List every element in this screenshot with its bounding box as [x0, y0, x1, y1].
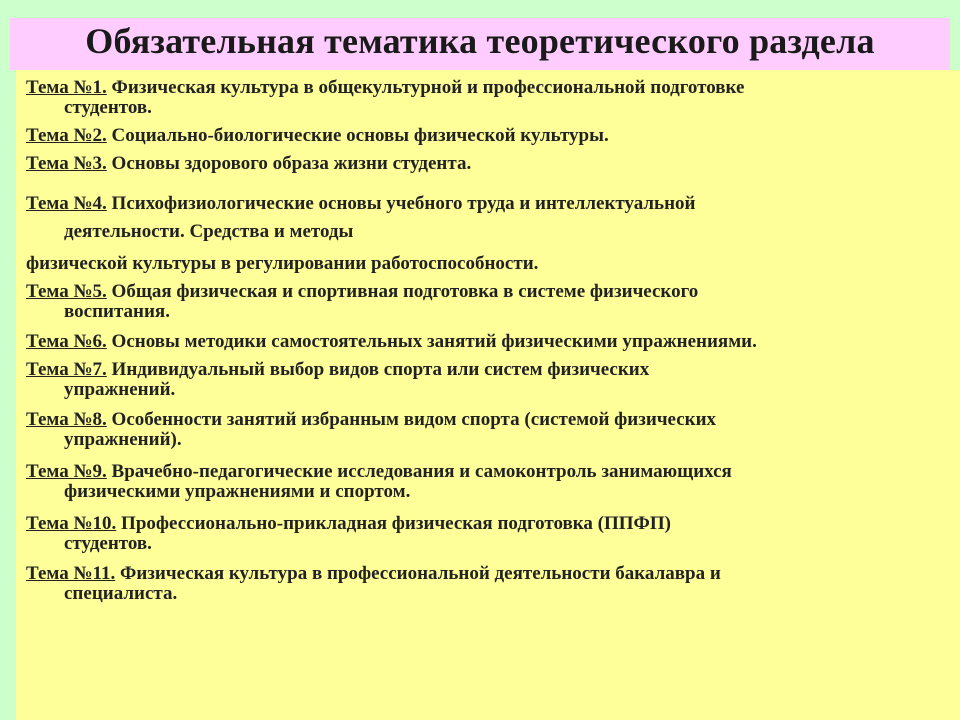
topic-label: Тема №1.: [26, 77, 107, 98]
topic-text-continued: студентов.: [64, 533, 152, 554]
topic-text-continued: упражнений.: [64, 379, 176, 400]
topic-item: [26, 254, 956, 274]
topic-label: Тема №7.: [26, 359, 107, 380]
topic-text: Профессионально-прикладная физическая подготовка (ППФП): [121, 513, 671, 534]
topic-text: Физическая культура в профессиональной деятельности бакалавра и: [120, 563, 721, 584]
topic-text: Психофизиологические основы учебного труда и интеллектуальной: [111, 193, 696, 214]
page-title: Обязательная тематика теоретического раздела: [85, 21, 875, 61]
topic-item: [26, 126, 956, 146]
topic-item: [26, 410, 956, 450]
topic-item: [26, 462, 956, 502]
topic-text-continued: воспитания.: [64, 301, 170, 322]
topic-text: Основы методики самостоятельных занятий физическими упражнениями.: [111, 331, 757, 352]
topic-text: Общая физическая и спортивная подготовка в системе физического: [111, 281, 699, 302]
topic-label: Тема №10.: [26, 513, 117, 534]
topic-label: Тема №11.: [26, 563, 116, 584]
content-panel: [16, 70, 960, 720]
topic-item: [26, 190, 956, 246]
topic-item: [26, 564, 956, 604]
topic-label: Тема №9.: [26, 461, 107, 482]
topic-text-continued: физическими упражнениями и спортом.: [64, 481, 411, 502]
topic-label: Тема №2.: [26, 125, 107, 146]
topic-item: [26, 514, 956, 554]
topic-text: Основы здорового образа жизни студента.: [111, 153, 472, 174]
topic-item: [26, 78, 956, 118]
topic-text: Врачебно-педагогические исследования и самоконтроль занимающихся: [111, 461, 732, 482]
topic-label: Тема №3.: [26, 153, 107, 174]
topic-item: [26, 332, 956, 352]
topic-text-continued: деятельности. Средства и методы: [64, 221, 354, 242]
topic-label: Тема №4.: [26, 193, 107, 214]
topic-text: Особенности занятий избранным видом спорта (системой физических: [111, 409, 717, 430]
topic-item: [26, 282, 956, 322]
topic-text: Социально-биологические основы физической культуры.: [111, 125, 609, 146]
topic-item: [26, 360, 956, 400]
topic-label: Тема №8.: [26, 409, 107, 430]
topic-text: физической культуры в регулировании работоспособности.: [26, 253, 539, 274]
topic-label: Тема №6.: [26, 331, 107, 352]
topic-item: [26, 154, 956, 174]
topic-label: Тема №5.: [26, 281, 107, 302]
topic-text: Физическая культура в общекультурной и профессиональной подготовке: [111, 77, 745, 98]
topic-text: Индивидуальный выбор видов спорта или систем физических: [111, 359, 650, 380]
topic-text-continued: специалиста.: [64, 583, 178, 604]
topic-text-continued: студентов.: [64, 97, 152, 118]
topic-text-continued: упражнений).: [64, 429, 182, 450]
